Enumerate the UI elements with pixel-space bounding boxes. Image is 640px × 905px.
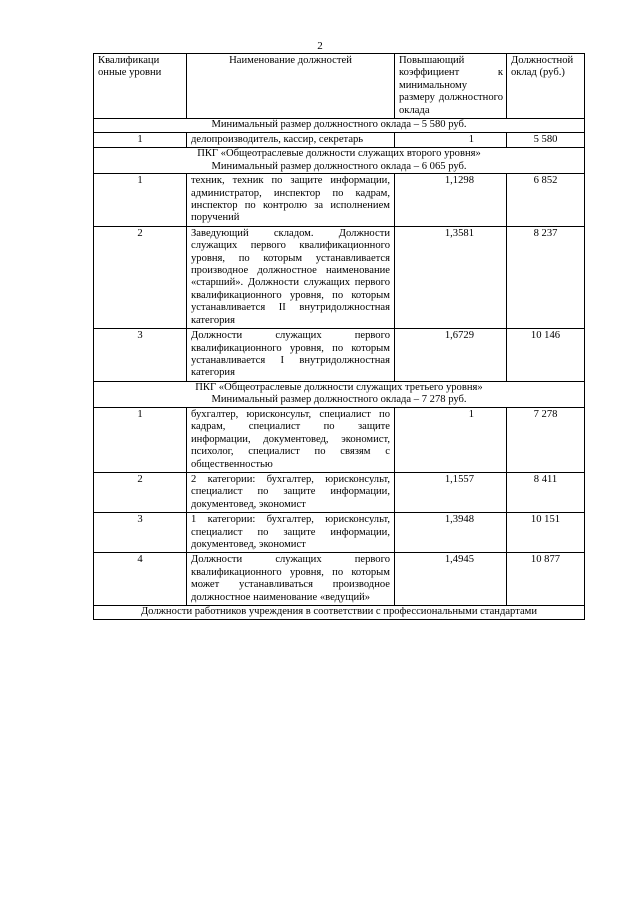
header-salary: Должностной оклад (руб.): [507, 54, 585, 119]
section-title-line: Минимальный размер должностного оклада – 5 580 руб.: [211, 119, 467, 131]
page-number: 2: [317, 40, 323, 52]
position-name-cell: делопроизводитель, кассир, секретарь: [187, 132, 395, 147]
section-title-line: Минимальный размер должностного оклада – 6 065 руб.: [211, 160, 467, 172]
coefficient-cell: 1,3581: [395, 226, 507, 328]
position-name-cell: Должности служащих первого квалификационного уровня, по которым может устанавливаться производное должностное наименование «ведущий»: [187, 553, 395, 606]
salary-cell: 7 278: [507, 407, 585, 472]
table-body: [94, 119, 585, 620]
section-title-line: ПКГ «Общеотраслевые должности служащих третьего уровня»: [195, 381, 483, 393]
coefficient-cell: 1: [395, 407, 507, 472]
qualification-level-cell: 1: [94, 132, 187, 147]
qualification-level-cell: 2: [94, 472, 187, 512]
qualification-level-cell: 3: [94, 513, 187, 553]
table-row: [94, 329, 585, 382]
salary-table: [93, 53, 585, 620]
table-row: [94, 174, 585, 227]
coefficient-cell: 1,4945: [395, 553, 507, 606]
header-name: Наименование должностей: [187, 54, 395, 119]
position-name-cell: Заведующий складом. Должности служащих первого квалификационного уровня, по которым устанавливается производное должностное наименование «старший». Должности служащих первого квалификационного уровня, по которым устанавливается II внутридолжностная категория: [187, 226, 395, 328]
section-title: [94, 148, 585, 174]
section-title-line: Минимальный размер должностного оклада – 7 278 руб.: [211, 394, 467, 406]
salary-cell: 6 852: [507, 174, 585, 227]
coefficient-cell: 1: [395, 132, 507, 147]
section-title: [94, 381, 585, 407]
footer-row: [94, 606, 585, 620]
header-coefficient: Повышающий коэффициент к минимальному размеру должностного оклада: [395, 54, 507, 119]
salary-cell: 10 146: [507, 329, 585, 382]
coefficient-cell: 1,1298: [395, 174, 507, 227]
table-row: [94, 226, 585, 328]
position-name-cell: бухгалтер, юрисконсульт, специалист по кадрам, специалист по защите информации, документовед, экономист, психолог, специалист по связям с общественностью: [187, 407, 395, 472]
section-title-line: ПКГ «Общеотраслевые должности служащих второго уровня»: [197, 148, 481, 160]
qualification-level-cell: 3: [94, 329, 187, 382]
qualification-level-cell: 1: [94, 407, 187, 472]
qualification-level-cell: 4: [94, 553, 187, 606]
table-row: [94, 132, 585, 147]
footer-note: Должности работников учреждения в соответствии с профессиональными стандартами: [94, 606, 585, 620]
table-row: [94, 553, 585, 606]
section-header-row: [94, 119, 585, 133]
table-row: [94, 472, 585, 512]
salary-cell: 10 877: [507, 553, 585, 606]
position-name-cell: Должности служащих первого квалификационного уровня, по которым устанавливается I внутридолжностная категория: [187, 329, 395, 382]
header-level: Квалификаци онные уровни: [94, 54, 187, 119]
table-row: [94, 513, 585, 553]
section-header-row: [94, 381, 585, 407]
salary-cell: 8 411: [507, 472, 585, 512]
coefficient-cell: 1,1557: [395, 472, 507, 512]
position-name-cell: 2 категории: бухгалтер, юрисконсульт, специалист по защите информации, документовед, экономист: [187, 472, 395, 512]
position-name-cell: 1 категории: бухгалтер, юрисконсульт, специалист по защите информации, документовед, экономист: [187, 513, 395, 553]
position-name-cell: техник, техник по защите информации, администратор, инспектор по кадрам, инспектор по контролю за исполнением поручений: [187, 174, 395, 227]
salary-cell: 8 237: [507, 226, 585, 328]
section-header-row: [94, 148, 585, 174]
qualification-level-cell: 1: [94, 174, 187, 227]
section-title: [94, 119, 585, 133]
qualification-level-cell: 2: [94, 226, 187, 328]
coefficient-cell: 1,3948: [395, 513, 507, 553]
table-header-row: [94, 54, 585, 119]
coefficient-cell: 1,6729: [395, 329, 507, 382]
salary-cell: 10 151: [507, 513, 585, 553]
table-row: [94, 407, 585, 472]
salary-cell: 5 580: [507, 132, 585, 147]
